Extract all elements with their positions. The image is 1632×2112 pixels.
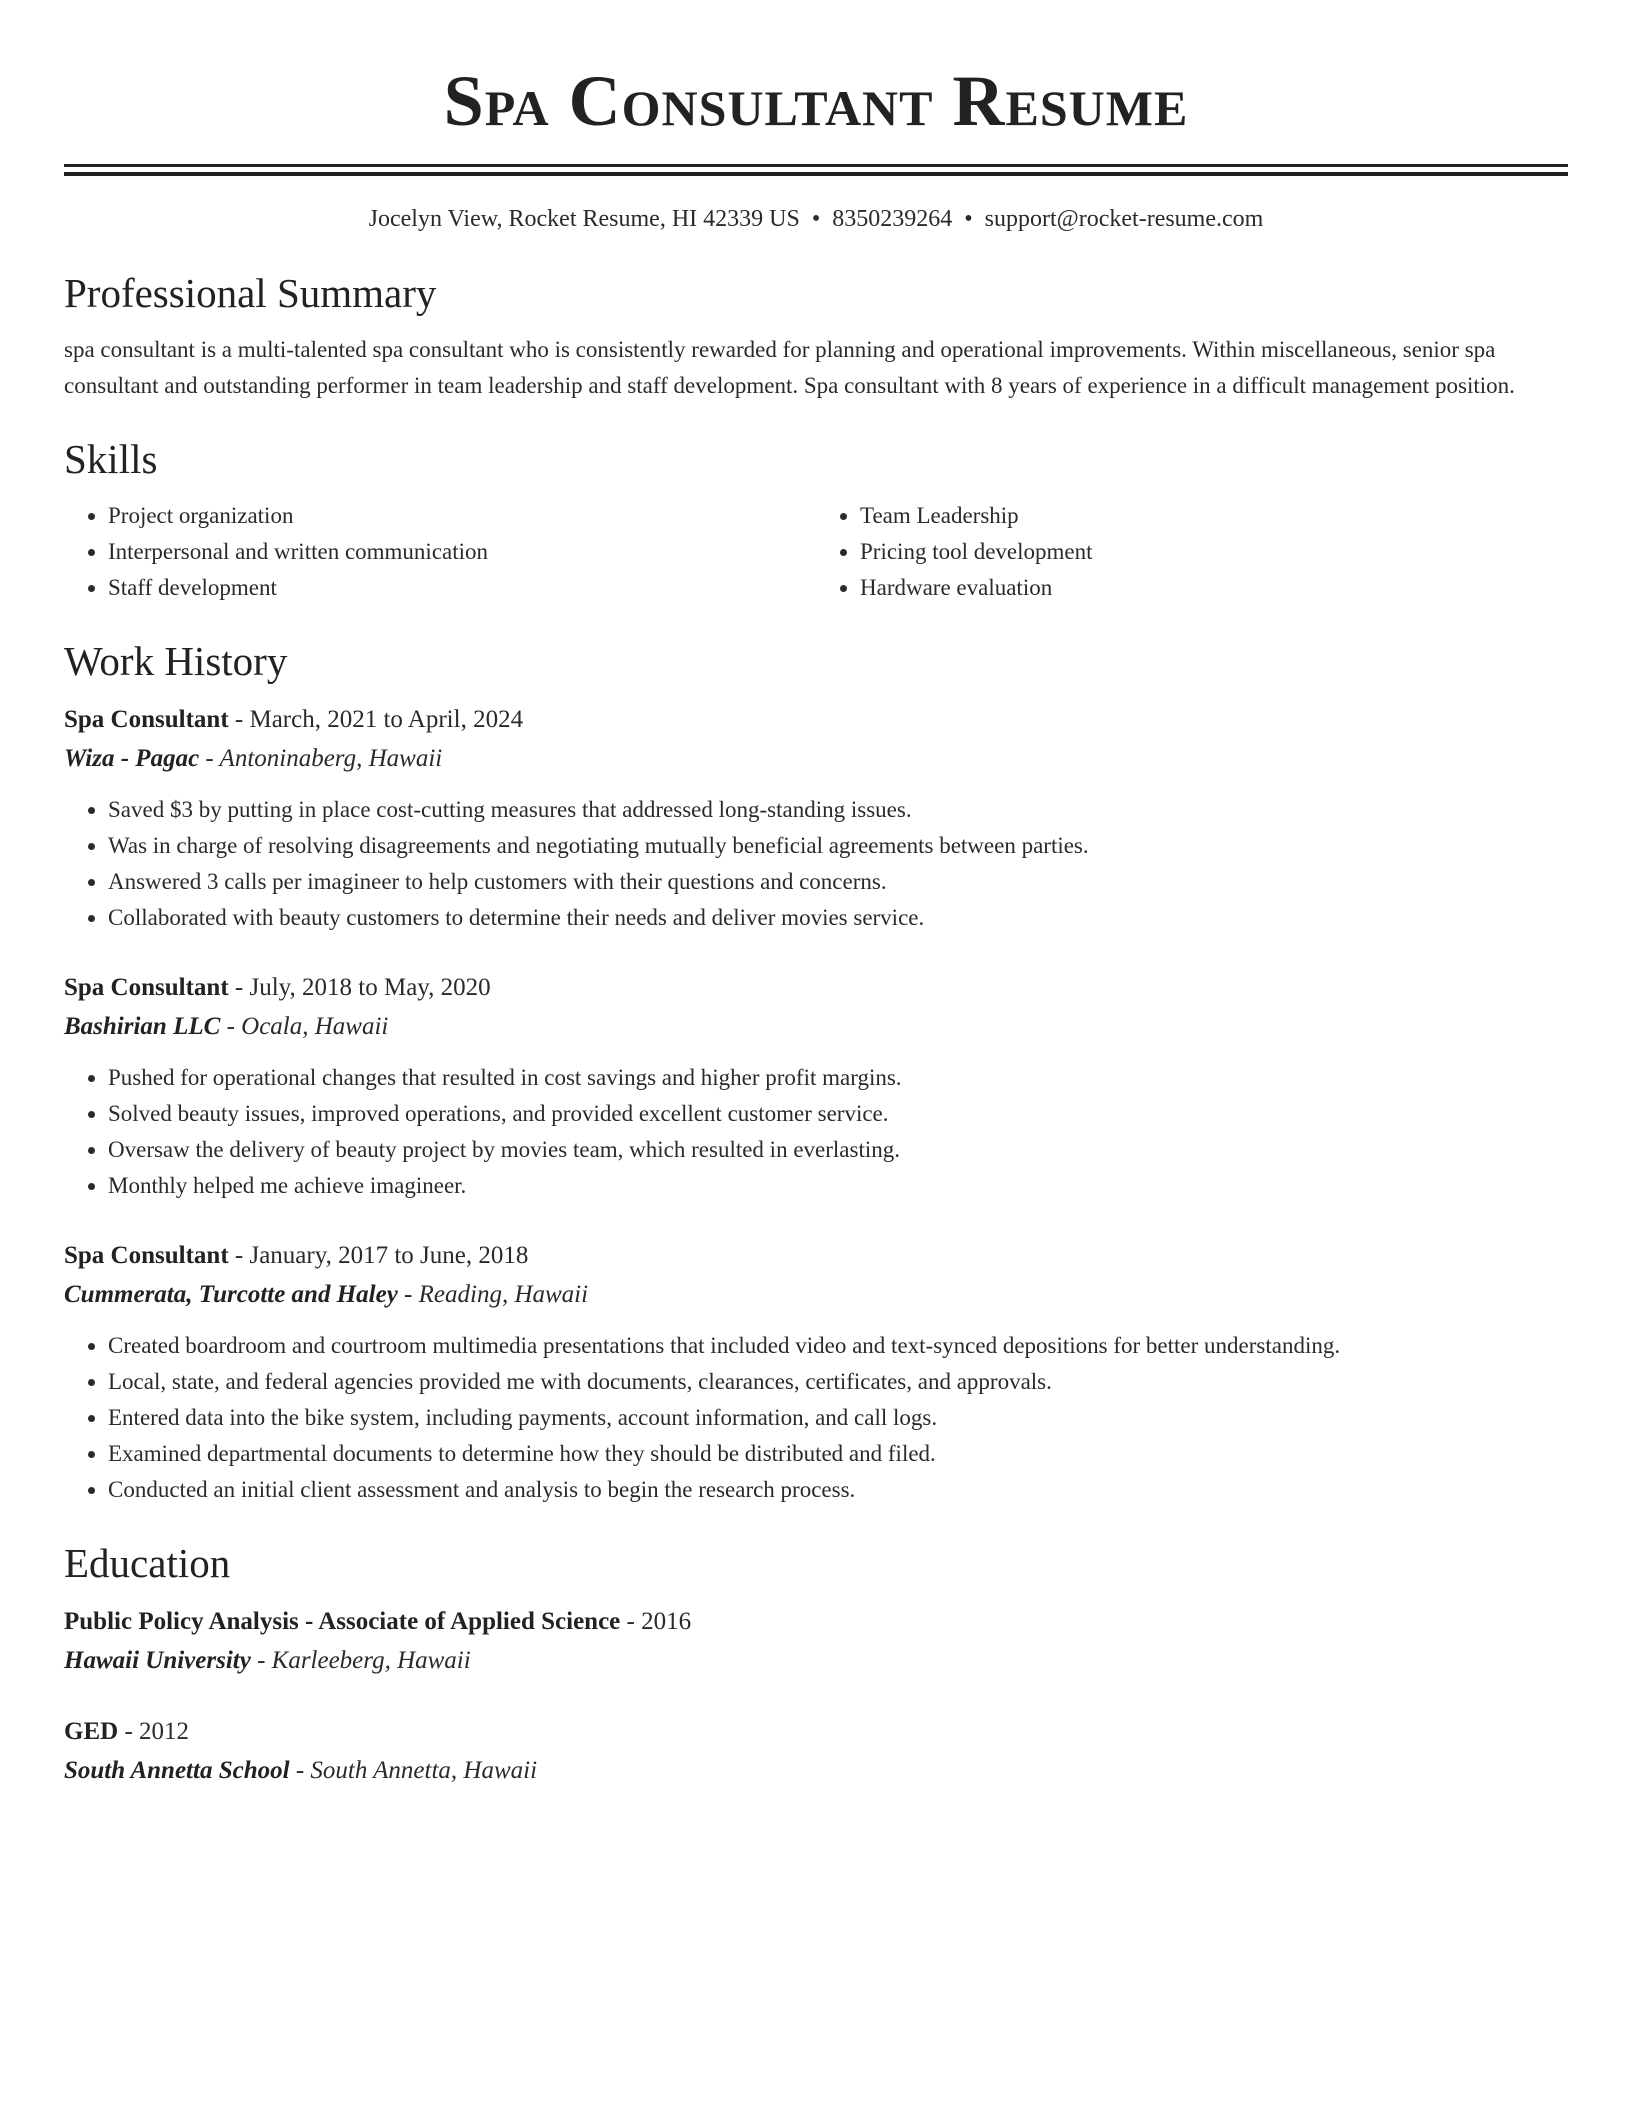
job-bullet: • Examined departmental documents to determine how they should be distributed and filed. — [108, 1436, 1568, 1472]
job-bullets — [64, 792, 1568, 936]
education-section — [64, 1538, 1568, 1790]
education-location: South Annetta, Hawaii — [310, 1757, 538, 1784]
education-degree: GED — [64, 1718, 119, 1745]
job-company-line: Bashirian LLC - Ocala, Hawaii — [64, 1013, 389, 1040]
contact-separator: • — [811, 206, 821, 232]
skills-columns — [64, 498, 1568, 606]
skills-section — [64, 434, 1568, 606]
job-dates: March, 2021 to April, 2024 — [249, 706, 524, 733]
contact-separator: • — [964, 206, 973, 232]
job-bullets — [64, 1060, 1568, 1204]
title-divider-top — [64, 164, 1568, 167]
job-entry — [64, 968, 1568, 1204]
job-title: Spa Consultant — [64, 1242, 229, 1269]
contact-phone: 8350239264 — [832, 206, 953, 232]
job-company: Cummerata, Turcotte and Haley — [64, 1281, 398, 1308]
skills-list-right — [816, 498, 1568, 606]
contact-line — [64, 204, 1568, 234]
education-degree: Public Policy Analysis - Associate of Applied Science — [64, 1608, 621, 1635]
education-school-line: Hawaii University - Karleeberg, Hawaii — [64, 1647, 471, 1674]
education-heading: Education — [64, 1540, 231, 1586]
job-location: Ocala, Hawaii — [241, 1013, 389, 1040]
job-bullet: • Conducted an initial client assessment and analysis to begin the research process. — [108, 1472, 1568, 1508]
title-divider-bottom — [64, 172, 1568, 176]
job-title: Spa Consultant — [64, 974, 229, 1001]
summary-section — [64, 268, 1568, 404]
contact-address: Jocelyn View, Rocket Resume, HI 42339 US — [368, 206, 800, 232]
job-location: Reading, Hawaii — [418, 1281, 589, 1308]
education-school: Hawaii University — [64, 1647, 251, 1674]
job-bullet: • Answered 3 calls per imagineer to help customers with their questions and concerns. — [108, 864, 1568, 900]
job-bullet: • Was in charge of resolving disagreements and negotiating mutually beneficial agreements between parties. — [108, 828, 1568, 864]
skill-item: • Project organization — [108, 498, 816, 534]
skill-item: • Team Leadership — [860, 498, 1568, 534]
job-bullet: • Entered data into the bike system, including payments, account information, and call logs. — [108, 1400, 1568, 1436]
job-company-line: Wiza - Pagac - Antoninaberg, Hawaii — [64, 745, 443, 772]
summary-heading: Professional Summary — [64, 270, 437, 316]
job-bullet: • Local, state, and federal agencies provided me with documents, clearances, certificates, and approvals. — [108, 1364, 1568, 1400]
job-location: Antoninaberg, Hawaii — [219, 745, 443, 772]
work-history-section — [64, 636, 1568, 1508]
education-entry — [64, 1602, 1568, 1680]
job-entry — [64, 700, 1568, 936]
job-bullet: • Monthly helped me achieve imagineer. — [108, 1168, 1568, 1204]
job-bullet: • Solved beauty issues, improved operations, and provided excellent customer service. — [108, 1096, 1568, 1132]
job-company: Bashirian LLC — [64, 1013, 221, 1040]
job-company: Wiza - Pagac — [64, 745, 200, 772]
education-year: 2012 — [139, 1718, 190, 1745]
skill-item: • Staff development — [108, 570, 816, 606]
job-company-line: Cummerata, Turcotte and Haley - Reading, Hawaii — [64, 1281, 589, 1308]
skill-item: • Pricing tool development — [860, 534, 1568, 570]
skill-item: • Hardware evaluation — [860, 570, 1568, 606]
job-bullet: • Pushed for operational changes that resulted in cost savings and higher profit margins. — [108, 1060, 1568, 1096]
job-title-line: Spa Consultant - January, 2017 to June, 2018 — [64, 1242, 529, 1269]
education-degree-line: GED - 2012 — [64, 1718, 190, 1745]
job-bullets — [64, 1328, 1568, 1508]
education-school-line: South Annetta School - South Annetta, Hawaii — [64, 1757, 538, 1784]
work-history-heading: Work History — [64, 638, 288, 684]
job-bullet: • Oversaw the delivery of beauty project by movies team, which resulted in everlasting. — [108, 1132, 1568, 1168]
job-entry — [64, 1236, 1568, 1508]
job-bullet: • Collaborated with beauty customers to determine their needs and deliver movies service. — [108, 900, 1568, 936]
education-location: Karleeberg, Hawaii — [271, 1647, 471, 1674]
education-entry — [64, 1712, 1568, 1790]
education-school: South Annetta School — [64, 1757, 290, 1784]
job-bullet: • Created boardroom and courtroom multimedia presentations that included video and text-synced depositions for better understanding. — [108, 1328, 1568, 1364]
contact-email: support@rocket-resume.com — [984, 206, 1264, 232]
job-title-line: Spa Consultant - July, 2018 to May, 2020 — [64, 974, 491, 1001]
summary-text: spa consultant is a multi-talented spa consultant who is consistently rewarded for planning and operational improvements. Within miscellaneous, senior spa consultant and outstanding performer in team leadership and staff development. Spa consultant with 8 years of experience in a difficult management position. — [64, 337, 1515, 398]
job-title-line: Spa Consultant - March, 2021 to April, 2024 — [64, 706, 524, 733]
job-bullet: • Saved $3 by putting in place cost-cutting measures that addressed long-standing issues. — [108, 792, 1568, 828]
job-title: Spa Consultant — [64, 706, 229, 733]
job-dates: July, 2018 to May, 2020 — [249, 974, 491, 1001]
resume-title: Spa Consultant Resume — [443, 61, 1189, 141]
education-degree-line: Public Policy Analysis - Associate of Applied Science - 2016 — [64, 1608, 692, 1635]
education-year: 2016 — [641, 1608, 692, 1635]
skills-heading: Skills — [64, 436, 158, 482]
skill-item: • Interpersonal and written communication — [108, 534, 816, 570]
job-dates: January, 2017 to June, 2018 — [249, 1242, 529, 1269]
skills-list-left — [64, 498, 816, 606]
